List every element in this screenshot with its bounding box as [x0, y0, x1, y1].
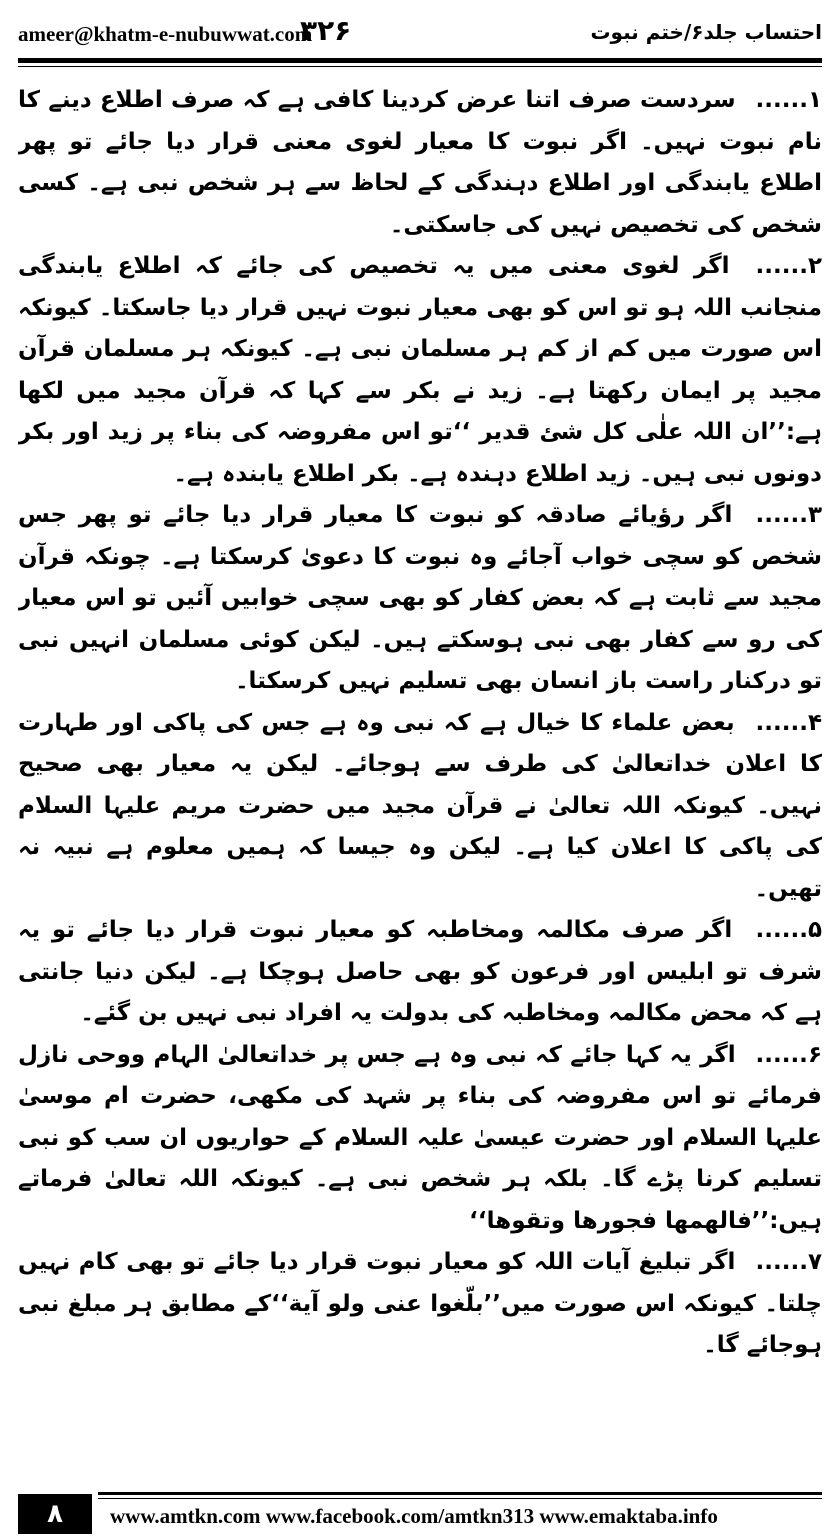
item-text: اگر لغوی معنی میں یہ تخصیص کی جائے کہ اطلاع یابندگی منجانب اللہ ہو تو اس کو بھی معیار نبوت نہیں قرار دیا جاسکتا۔ کیونکہ اس صورت میں کم از کم ہر مسلمان نبی ہے۔ کیونکہ ہر مسلمان قرآن مجید پر ایمان رکھتا ہے۔ زید نے بکر سے کہا کہ قرآن مجید میں لکھا ہے:’’ان اللہ علٰی کل شئ قدیر ‘‘تو اس مفروضہ کی بناء پر زید اور بکر دونوں نبی ہیں۔ زید اطلاع دہندہ ہے۔ بکر اطلاع یابندہ ہے۔	[18, 253, 822, 487]
footer-links: www.amtkn.com www.facebook.com/amtkn313 www.emaktaba.info	[110, 1504, 718, 1528]
item-3	[18, 495, 822, 703]
item-number: ۴......	[755, 709, 822, 736]
header-rule-thick	[18, 58, 822, 63]
header-book-title: احتساب جلد۶/ختم نبوت	[590, 20, 822, 44]
header-rule-thin	[18, 66, 822, 67]
item-text: اگر تبلیغ آیات اللہ کو معیار نبوت قرار دیا جائے تو بھی کام نہیں چلتا۔ کیونکہ اس صورت میں’’بلّغوا عنی ولو آیة‘‘کے مطابق ہر مبلغ نبی ہوجائے گا۔	[18, 1249, 822, 1358]
item-text: اگر رؤیائے صادقہ کو نبوت کا معیار قرار دیا جائے تو پھر جس شخص کو سچی خواب آجائے وہ نبوت کا دعویٰ کرسکتا ہے۔ چونکہ قرآن مجید سے ثابت ہے کہ بعض کفار کو بھی سچی خوابیں آئیں تو اس معیار کی رو سے کفار بھی نبی ہوسکتے ہیں۔ لیکن کوئی مسلمان انہیں نبی تو درکنار راست باز انسان بھی تسلیم نہیں کرسکتا۔	[18, 502, 822, 694]
header-page-number: ۳۲۶	[300, 14, 352, 47]
item-number: ۲......	[755, 253, 822, 279]
item-6	[18, 1035, 822, 1243]
footer-rule-thick	[98, 1492, 822, 1495]
footer-rule-thin	[98, 1498, 822, 1499]
page-footer	[18, 1492, 822, 1536]
header-email: ameer@khatm-e-nubuwwat.com	[18, 22, 313, 46]
item-number: ۳......	[755, 502, 822, 528]
item-text: اگر صرف مکالمہ ومخاطبہ کو معیار نبوت قرار دیا جائے تو یہ شرف تو ابلیس اور فرعون کو بھی حاصل ہوچکا ہے۔ لیکن دنیا جانتی ہے کہ محض مکالمہ ومخاطبہ کی بدولت یہ افراد نبی نہیں بن گئے۔	[18, 917, 822, 1026]
item-text: سردست صرف اتنا عرض کردینا کافی ہے کہ صرف اطلاع دینے کا نام نبوت نہیں۔ اگر نبوت کا معیار لغوی معنی قرار دیا جائے تو پھر اطلاع یابندگی اور اطلاع دہندگی کے لحاظ سے ہر شخص نبی ہے۔ کسی شخص کی تخصیص نہیں کی جاسکتی۔	[18, 87, 822, 238]
item-number: ۶......	[755, 1041, 822, 1068]
item-7	[18, 1242, 822, 1367]
item-5	[18, 910, 822, 1035]
item-2	[18, 246, 822, 495]
item-4	[18, 703, 822, 911]
item-text: بعض علماء کا خیال ہے کہ نبی وہ ہے جس کی پاکی اور طہارت کا اعلان خداتعالیٰ کی طرف سے ہوجائے۔ لیکن یہ معیار بھی صحیح نہیں۔ کیونکہ اللہ تعالیٰ نے قرآن مجید میں حضرت مریم علیہا السلام کی پاکی کا اعلان کیا ہے۔ لیکن وہ جیسا کہ ہمیں معلوم ہے نبیہ نہ تھیں۔	[18, 709, 822, 902]
item-number: ۷......	[755, 1249, 822, 1275]
item-number: ۵......	[755, 917, 822, 943]
footer-page-box: ۸	[18, 1494, 92, 1534]
page-header	[18, 14, 822, 54]
page-body	[18, 80, 822, 1470]
item-1	[18, 80, 822, 246]
item-text: اگر یہ کہا جائے کہ نبی وہ ہے جس پر خداتعالیٰ الہام ووحی نازل فرمائے تو اس مفروضہ کی بناء پر شہد کی مکھی، حضرت ام موسیٰ علیہا السلام اور حضرت عیسیٰ علیہ السلام کے حواریوں ان سب کو نبی تسلیم کرنا پڑے گا۔ بلکہ ہر شخص نبی ہے۔ کیونکہ اللہ تعالیٰ فرماتے ہیں:’’فالھمھا فجورھا وتقوھا‘‘	[18, 1041, 822, 1234]
item-number: ۱......	[755, 87, 822, 113]
